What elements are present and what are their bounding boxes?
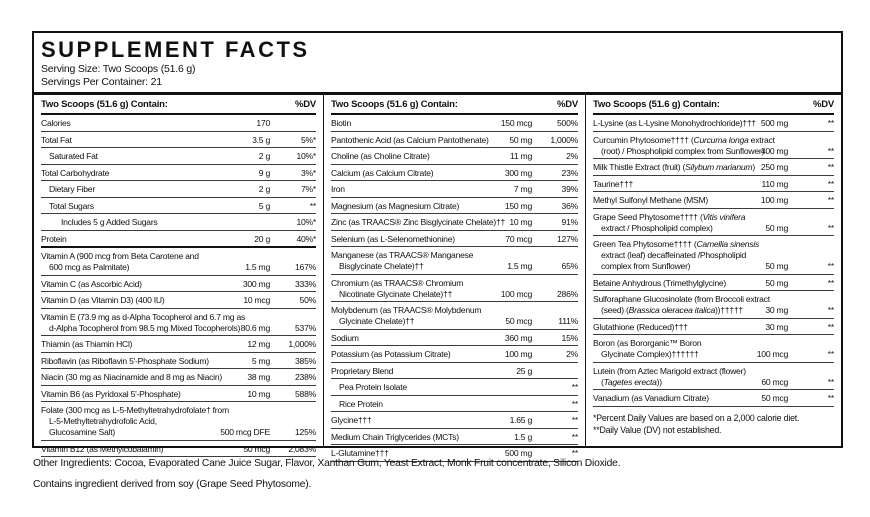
nutrient-dv: 385% xyxy=(295,355,316,366)
nutrient-amount: 500 mcg DFE xyxy=(220,427,270,437)
nutrient-amount: 3.5 g xyxy=(252,134,270,145)
nutrient-name: Total Fat xyxy=(41,134,72,145)
table-row xyxy=(41,198,316,215)
table-row xyxy=(331,132,578,149)
table-row xyxy=(593,192,834,209)
nutrient-name: Vitamin C (as Ascorbic Acid) xyxy=(41,278,142,289)
servings-per-container-text: Servings Per Container: 21 xyxy=(41,75,162,88)
column-header xyxy=(331,95,578,115)
column-header-label: Two Scoops (51.6 g) Contain: xyxy=(593,99,720,110)
facts-columns xyxy=(34,92,841,458)
column-header-dv: %DV xyxy=(812,99,834,110)
nutrient-amount: 1.5 mg xyxy=(245,262,270,272)
nutrient-name: Grape Seed Phytosome†††† (Vitis vinifera extract / Phospholipid complex) xyxy=(593,211,746,233)
facts-column xyxy=(34,95,324,454)
nutrient-name: Thiamin (as Thiamin HCl) xyxy=(41,339,133,349)
nutrient-name: Proprietary Blend xyxy=(331,365,394,376)
nutrient-amount: 25 g xyxy=(516,365,532,376)
nutrient-dv: 5%* xyxy=(300,134,316,145)
nutrient-name: Vitamin A (900 mcg from Beta Carotene and 600 mcg as Palmitate) xyxy=(41,251,199,272)
table-row xyxy=(331,115,578,132)
nutrient-name: Selenium (as L-Selenomethionine) xyxy=(331,233,455,244)
nutrient-dv: ** xyxy=(309,200,316,211)
table-row xyxy=(593,115,834,132)
nutrient-dv: 23% xyxy=(561,167,578,178)
nutrient-amount: 50 mg xyxy=(509,134,532,145)
table-row xyxy=(41,115,316,132)
nutrient-amount: 50 mg xyxy=(765,222,788,233)
nutrient-name: Boron (as Bororganic™ Boron Glycinate Complex)†††††† xyxy=(593,338,702,359)
table-row xyxy=(331,346,578,363)
nutrient-name: Vitamin D (as Vitamin D3) (400 IU) xyxy=(41,295,165,305)
table-row xyxy=(593,319,834,336)
column-header-label: Two Scoops (51.6 g) Contain: xyxy=(41,99,168,110)
nutrient-dv: ** xyxy=(827,261,834,271)
nutrient-name: Pantothenic Acid (as Calcium Pantothenate) xyxy=(331,134,489,145)
nutrient-name: Molybdenum (as TRAACS® Molybdenum Glycinate Chelate)†† xyxy=(331,305,482,326)
nutrient-name: Vitamin B6 (as Pyridoxal 5'-Phosphate) xyxy=(41,388,181,399)
nutrient-amount: 50 mcg xyxy=(505,316,532,326)
nutrient-dv: ** xyxy=(827,118,834,128)
table-row xyxy=(41,148,316,165)
nutrient-name: Lutein (from Aztec Marigold extract (flower) (Tagetes erecta)) xyxy=(593,365,746,387)
nutrient-dv: 2% xyxy=(566,349,578,359)
nutrient-amount: 5 mg xyxy=(251,355,270,366)
table-row xyxy=(41,165,316,182)
table-row xyxy=(331,412,578,429)
nutrient-name: Taurine††† xyxy=(593,178,634,189)
nutrient-amount: 300 mg xyxy=(242,278,270,289)
nutrient-dv: 36% xyxy=(561,200,578,211)
nutrient-name: Calcium (as Calcium Citrate) xyxy=(331,167,434,178)
nutrient-dv: 40%* xyxy=(296,233,316,244)
footnote: *Percent Daily Values are based on a 2,000 calorie diet. xyxy=(593,412,800,423)
nutrient-dv: ** xyxy=(827,178,834,189)
nutrient-amount: 11 mg xyxy=(510,151,532,161)
nutrient-amount: 9 g xyxy=(258,167,270,178)
nutrient-dv: 50% xyxy=(299,295,316,305)
nutrient-name: Rice Protein xyxy=(339,398,383,409)
nutrient-amount: 1.5 mg xyxy=(507,261,532,271)
nutrient-name: Vitamin E (73.9 mg as d-Alpha Tocopherol and 6.7 mg as d-Alpha Tocopherol from 98.5 mg Mixed Tocopherols) xyxy=(41,311,246,333)
nutrient-amount: 100 mg xyxy=(760,195,788,205)
nutrient-amount: 500 mg xyxy=(760,118,788,128)
nutrient-dv: 39% xyxy=(561,184,578,194)
nutrient-name: Niacin (30 mg as Niacinamide and 8 mg as Niacin) xyxy=(41,372,222,382)
column-header-dv: %DV xyxy=(556,99,578,110)
table-row xyxy=(331,231,578,248)
table-row xyxy=(331,198,578,215)
nutrient-amount: 60 mcg xyxy=(761,376,788,387)
nutrient-amount: 250 mg xyxy=(760,162,788,172)
nutrient-amount: 170 xyxy=(256,118,270,128)
nutrient-name: Total Sugars xyxy=(49,200,94,211)
nutrient-amount: 50 mcg xyxy=(243,443,270,454)
nutrient-name: L-Glutamine††† xyxy=(331,448,389,458)
panel-title: SUPPLEMENT FACTS xyxy=(41,37,310,62)
nutrient-dv: ** xyxy=(827,376,834,387)
column-header xyxy=(593,95,834,115)
nutrient-amount: 100 mcg xyxy=(500,288,532,299)
nutrient-dv: ** xyxy=(827,162,834,172)
nutrient-dv: ** xyxy=(571,382,578,392)
nutrient-name: Pea Protein Isolate xyxy=(339,382,407,392)
column-header xyxy=(41,95,316,115)
nutrient-dv: ** xyxy=(571,431,578,442)
nutrient-dv: ** xyxy=(827,393,834,403)
nutrient-dv: 3%* xyxy=(300,167,316,178)
nutrient-dv: ** xyxy=(827,145,834,156)
nutrient-name: Milk Thistle Extract (fruit) (Silybum marianum) xyxy=(593,162,755,172)
nutrient-dv: ** xyxy=(827,321,834,332)
nutrient-name: Calories xyxy=(41,118,71,128)
nutrient-amount: 300 mg xyxy=(504,167,532,178)
table-row xyxy=(331,396,578,413)
table-row xyxy=(331,429,578,446)
nutrient-dv: 333% xyxy=(295,278,316,289)
nutrient-amount: 80.6 mg xyxy=(240,322,270,333)
nutrient-dv: 238% xyxy=(295,372,316,382)
nutrient-dv: ** xyxy=(571,398,578,409)
nutrient-dv: ** xyxy=(827,305,834,315)
nutrient-name: Betaine Anhydrous (Trimethylglycine) xyxy=(593,277,727,288)
table-row xyxy=(593,209,834,237)
table-row xyxy=(41,336,316,353)
table-row xyxy=(331,165,578,182)
table-row xyxy=(41,214,316,231)
nutrient-dv: 500% xyxy=(557,118,578,128)
nutrient-amount: 7 mg xyxy=(513,184,532,194)
nutrient-dv: 127% xyxy=(557,233,578,244)
table-row xyxy=(41,386,316,403)
column-header-dv: %DV xyxy=(294,99,316,110)
column-header-label: Two Scoops (51.6 g) Contain: xyxy=(331,99,458,110)
nutrient-name: Vitamin B12 (as Methylcobalamin) xyxy=(41,443,164,454)
nutrient-dv: 1,000% xyxy=(288,339,316,349)
table-row xyxy=(41,402,316,441)
nutrient-name: Vanadium (as Vanadium Citrate) xyxy=(593,393,709,403)
nutrient-dv: 111% xyxy=(558,316,578,326)
nutrient-dv: 10%* xyxy=(296,217,316,227)
facts-column xyxy=(586,95,841,446)
table-row xyxy=(593,159,834,176)
nutrient-name: Includes 5 g Added Sugars xyxy=(61,217,158,227)
nutrient-name: Methyl Sulfonyl Methane (MSM) xyxy=(593,195,709,205)
table-row xyxy=(41,181,316,198)
nutrient-amount: 30 mg xyxy=(765,305,788,315)
nutrient-name: Magnesium (as Magnesium Citrate) xyxy=(331,200,460,211)
footnotes xyxy=(593,407,834,437)
other-ingredients-text: Other Ingredients: Cocoa, Evaporated Cane Juice Sugar, Flavor, Xanthan Gum, Yeast Extract, Monk Fruit concentrate, Silicon Dioxide. xyxy=(33,458,621,469)
nutrient-dv: 15% xyxy=(561,332,578,343)
nutrient-dv: 125% xyxy=(295,427,316,437)
nutrient-name: L-Lysine (as L-Lysine Monohydrochloride)††† xyxy=(593,118,756,128)
nutrient-dv: ** xyxy=(571,448,578,458)
table-row xyxy=(331,275,578,303)
serving-size-text: Serving Size: Two Scoops (51.6 g) xyxy=(41,63,196,75)
nutrient-name: Sodium xyxy=(331,332,359,343)
nutrient-amount: 400 mg xyxy=(760,145,788,156)
nutrient-name: Manganese (as TRAACS® Manganese Bisglycinate Chelate)†† xyxy=(331,250,474,271)
table-row xyxy=(41,248,316,276)
nutrient-name: Glutathione (Reduced)††† xyxy=(593,321,688,332)
nutrient-amount: 10 mcg xyxy=(243,295,270,305)
nutrient-name: Biotin xyxy=(331,118,351,128)
nutrient-name: Chromium (as TRAACS® Chromium Nicotinate Glycinate Chelate)†† xyxy=(331,277,464,299)
footnote: **Daily Value (DV) not established. xyxy=(593,425,722,435)
nutrient-amount: 500 mg xyxy=(504,448,532,458)
nutrient-dv: ** xyxy=(827,349,834,359)
table-row xyxy=(41,309,316,337)
nutrient-name: Glycine††† xyxy=(331,415,372,425)
nutrient-amount: 10 mg xyxy=(247,388,270,399)
nutrient-amount: 110 mg xyxy=(761,178,788,189)
nutrient-name: Riboflavin (as Riboflavin 5'-Phosphate Sodium) xyxy=(41,355,209,366)
table-row xyxy=(41,292,316,309)
nutrient-amount: 2 g xyxy=(258,151,270,161)
nutrient-name: Choline (as Choline Citrate) xyxy=(331,151,430,161)
nutrient-amount: 1.65 g xyxy=(509,415,532,425)
nutrient-amount: 150 mg xyxy=(504,200,532,211)
nutrient-amount: 50 mg xyxy=(765,277,788,288)
nutrient-name: Folate (300 mcg as L-5-Methyltetrahydrofolate† from L-5-Methyltetrahydrofolic Acid, Glucosamine Salt) xyxy=(41,405,229,437)
table-row xyxy=(331,330,578,347)
table-row xyxy=(331,247,578,275)
nutrient-dv: 167% xyxy=(295,262,316,272)
nutrient-dv: ** xyxy=(827,222,834,233)
nutrient-dv: 537% xyxy=(295,322,316,333)
nutrient-dv: ** xyxy=(571,415,578,425)
nutrient-dv: ** xyxy=(827,195,834,205)
nutrient-amount: 12 mg xyxy=(247,339,270,349)
facts-column xyxy=(324,95,586,458)
nutrient-name: Iron xyxy=(331,184,345,194)
nutrient-amount: 5 g xyxy=(258,200,270,211)
nutrient-dv: 65% xyxy=(561,261,578,271)
table-row xyxy=(331,379,578,396)
table-row xyxy=(331,363,578,380)
table-row xyxy=(41,132,316,149)
nutrient-name: Potassium (as Potassium Citrate) xyxy=(331,349,451,359)
nutrient-name: Total Carbohydrate xyxy=(41,167,110,178)
nutrient-amount: 1.5 g xyxy=(514,431,532,442)
table-row xyxy=(593,291,834,319)
table-row xyxy=(593,176,834,193)
nutrient-name: Protein xyxy=(41,233,67,244)
table-row xyxy=(593,275,834,292)
nutrient-name: Curcumin Phytosome†††† (Curcuma longa extract (root) / Phospholipid complex from Sunflower) xyxy=(593,134,775,156)
nutrient-amount: 10 mg xyxy=(509,217,532,227)
table-row xyxy=(331,181,578,198)
nutrient-name: Green Tea Phytosome†††† (Camellia sinensis extract (leaf) decaffeinated /Phospholipid complex from Sunflower) xyxy=(593,239,760,271)
nutrient-dv: 588% xyxy=(295,388,316,399)
nutrient-name: Saturated Fat xyxy=(49,151,98,161)
nutrient-name: Medium Chain Triglycerides (MCTs) xyxy=(331,431,459,442)
nutrient-amount: 20 g xyxy=(254,233,270,244)
table-row xyxy=(41,276,316,293)
table-row xyxy=(331,302,578,330)
nutrient-amount: 30 mg xyxy=(765,321,788,332)
table-row xyxy=(593,335,834,363)
table-row xyxy=(41,369,316,386)
table-row xyxy=(41,231,316,249)
supplement-facts-panel xyxy=(32,31,843,458)
nutrient-name: Dietary Fiber xyxy=(49,184,95,194)
nutrient-amount: 150 mcg xyxy=(500,118,532,128)
nutrient-amount: 50 mcg xyxy=(761,393,788,403)
nutrient-amount: 100 mcg xyxy=(756,349,788,359)
table-row xyxy=(41,441,316,458)
table-row xyxy=(593,363,834,391)
table-row xyxy=(331,148,578,165)
nutrient-amount: 38 mg xyxy=(247,372,270,382)
nutrient-amount: 100 mg xyxy=(504,349,532,359)
table-row xyxy=(331,214,578,231)
table-row xyxy=(593,132,834,160)
nutrient-dv: 2,083% xyxy=(288,443,316,454)
nutrient-amount: 70 mcg xyxy=(505,233,532,244)
table-row xyxy=(41,353,316,370)
nutrient-amount: 50 mg xyxy=(765,261,788,271)
nutrient-dv: 10%* xyxy=(296,151,316,161)
nutrient-dv: 91% xyxy=(561,217,578,227)
nutrient-dv: 1,000% xyxy=(550,134,578,145)
nutrient-name: Zinc (as TRAACS® Zinc Bisglycinate Chelate)†† xyxy=(331,217,506,227)
nutrient-name: Sulforaphane Glucosinolate (from Broccoli extract (seed) (Brassica oleracea italica))††††† xyxy=(593,294,770,315)
nutrient-dv: 286% xyxy=(557,288,578,299)
nutrient-amount: 2 g xyxy=(258,184,270,194)
nutrient-dv: 7%* xyxy=(300,184,316,194)
nutrient-dv: 2% xyxy=(566,151,578,161)
table-row xyxy=(593,390,834,407)
nutrient-amount: 360 mg xyxy=(504,332,532,343)
nutrient-dv: ** xyxy=(827,277,834,288)
table-row xyxy=(593,236,834,275)
allergen-statement-text: Contains ingredient derived from soy (Grape Seed Phytosome). xyxy=(33,479,312,490)
